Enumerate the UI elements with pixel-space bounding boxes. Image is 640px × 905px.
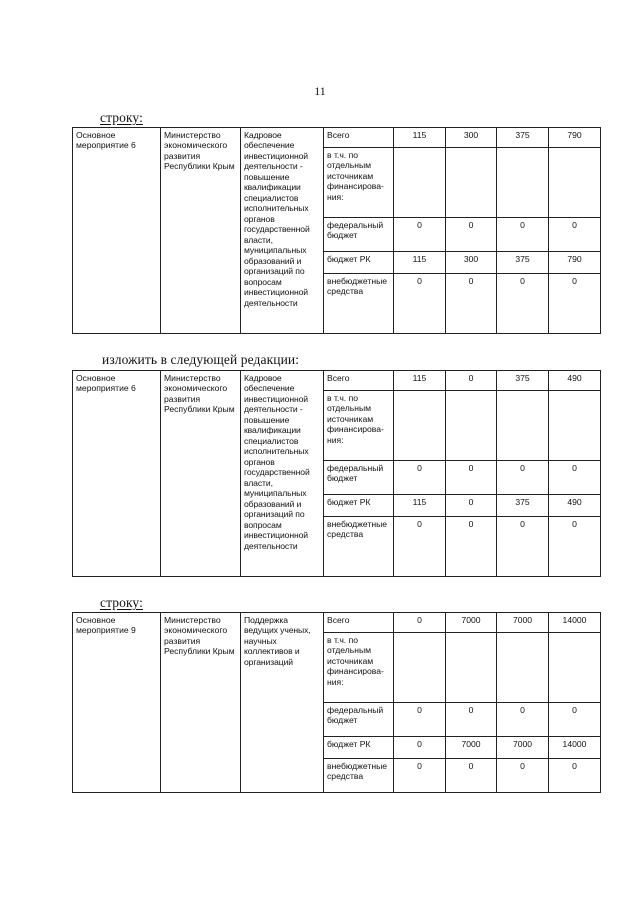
value-cell: 0 (549, 759, 601, 793)
value-cell (446, 391, 497, 461)
value-cell (394, 391, 446, 461)
page-number: 11 (314, 84, 326, 98)
value-cell: 0 (497, 218, 549, 252)
value-cell: 300 (446, 252, 497, 274)
measure-name-cell: Основное мероприятие 6 (73, 371, 161, 577)
source-label: в т.ч. по отдельным источникам финансирова-ния: (324, 391, 394, 461)
section-heading: строку: (100, 110, 143, 125)
value-cell: 115 (394, 252, 446, 274)
value-cell (549, 633, 601, 703)
value-cell (446, 633, 497, 703)
value-cell: 790 (549, 252, 601, 274)
executor-cell: Министерство экономического развития Республики Крым (161, 128, 241, 334)
measure-name-cell: Основное мероприятие 9 (73, 613, 161, 793)
value-cell: 0 (394, 461, 446, 495)
value-cell: 0 (394, 737, 446, 759)
value-cell (497, 391, 549, 461)
value-cell: 0 (446, 461, 497, 495)
value-cell: 0 (394, 218, 446, 252)
value-cell: 7000 (446, 737, 497, 759)
value-cell: 790 (549, 128, 601, 148)
value-cell: 0 (394, 613, 446, 633)
value-cell: 0 (394, 517, 446, 577)
value-cell: 14000 (549, 737, 601, 759)
value-cell: 0 (549, 517, 601, 577)
description-cell: Поддержка ведущих ученых, научных коллективов и организаций (241, 613, 324, 793)
value-cell (394, 148, 446, 218)
measure-table (72, 370, 601, 577)
value-cell: 115 (394, 371, 446, 391)
value-cell: 0 (446, 371, 497, 391)
value-cell: 0 (446, 218, 497, 252)
description-cell: Кадровое обеспечение инвестиционной деятельности - повышение квалификации специалистов исполнительных органов государственной власти, муниципальных образований и организаций по вопросам инвестиционной деятельности (241, 128, 324, 334)
value-cell: 0 (549, 274, 601, 334)
source-label: бюджет РК (324, 737, 394, 759)
value-cell: 490 (549, 495, 601, 517)
value-cell: 375 (497, 128, 549, 148)
value-cell: 375 (497, 371, 549, 391)
value-cell: 0 (446, 517, 497, 577)
value-cell: 0 (549, 703, 601, 737)
value-cell: 0 (394, 274, 446, 334)
source-label: Всего (324, 371, 394, 391)
measure-name-cell: Основное мероприятие 6 (73, 128, 161, 334)
value-cell: 0 (446, 759, 497, 793)
value-cell: 7000 (446, 613, 497, 633)
source-label: Всего (324, 128, 394, 148)
value-cell: 375 (497, 252, 549, 274)
value-cell (446, 148, 497, 218)
value-cell (549, 148, 601, 218)
source-label: бюджет РК (324, 252, 394, 274)
value-cell: 0 (497, 274, 549, 334)
value-cell: 0 (394, 703, 446, 737)
value-cell: 0 (446, 274, 497, 334)
source-label: Всего (324, 613, 394, 633)
value-cell (497, 148, 549, 218)
value-cell: 0 (497, 703, 549, 737)
value-cell: 115 (394, 495, 446, 517)
value-cell (394, 633, 446, 703)
source-label: внебюджетные средства (324, 517, 394, 577)
value-cell: 14000 (549, 613, 601, 633)
source-label: федеральный бюджет (324, 703, 394, 737)
value-cell: 490 (549, 371, 601, 391)
section-heading: изложить в следующей редакции: (102, 352, 300, 367)
value-cell: 0 (446, 703, 497, 737)
value-cell: 0 (549, 218, 601, 252)
measure-table (72, 612, 601, 793)
source-label: в т.ч. по отдельным источникам финансирова-ния: (324, 148, 394, 218)
value-cell: 375 (497, 495, 549, 517)
value-cell: 0 (549, 461, 601, 495)
value-cell: 115 (394, 128, 446, 148)
executor-cell: Министерство экономического развития Республики Крым (161, 613, 241, 793)
value-cell: 0 (446, 495, 497, 517)
value-cell: 0 (394, 759, 446, 793)
value-cell: 0 (497, 461, 549, 495)
source-label: бюджет РК (324, 495, 394, 517)
value-cell: 7000 (497, 737, 549, 759)
value-cell (497, 633, 549, 703)
value-cell: 0 (497, 759, 549, 793)
value-cell: 7000 (497, 613, 549, 633)
source-label: внебюджетные средства (324, 274, 394, 334)
value-cell (549, 391, 601, 461)
source-label: федеральный бюджет (324, 218, 394, 252)
value-cell: 0 (497, 517, 549, 577)
section-heading: строку: (100, 595, 143, 610)
value-cell: 300 (446, 128, 497, 148)
executor-cell: Министерство экономического развития Республики Крым (161, 371, 241, 577)
measure-table (72, 127, 601, 334)
source-label: в т.ч. по отдельным источникам финансирова-ния: (324, 633, 394, 703)
source-label: федеральный бюджет (324, 461, 394, 495)
source-label: внебюджетные средства (324, 759, 394, 793)
description-cell: Кадровое обеспечение инвестиционной деятельности - повышение квалификации специалистов исполнительных органов государственной власти, муниципальных образований и организаций по вопросам инвестиционной деятельности (241, 371, 324, 577)
